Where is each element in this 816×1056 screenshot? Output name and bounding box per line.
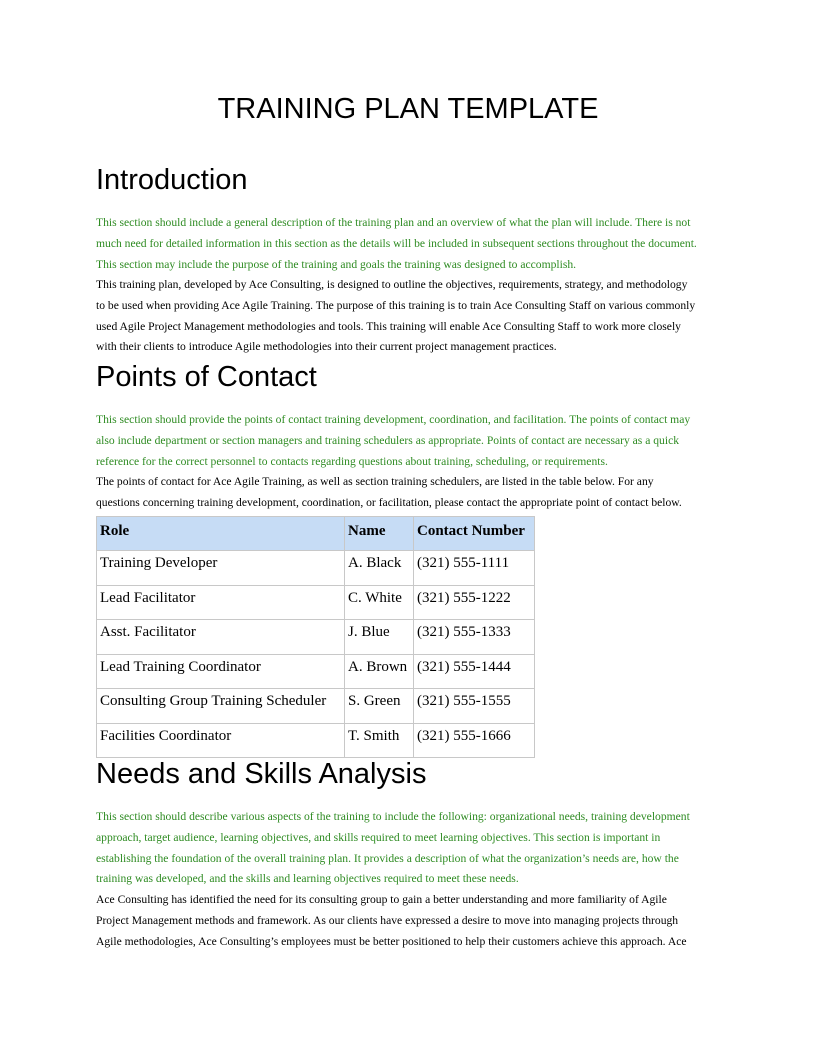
- text-line: establishing the foundation of the overall training plan. It provides a description of what the organization’s needs are, how the: [96, 851, 679, 865]
- text-line: with their clients to introduce Agile methodologies into their current project management practices.: [96, 340, 557, 354]
- text-line: The points of contact for Ace Agile Training, as well as section training schedulers, are listed in the table below. For any: [96, 475, 654, 488]
- phone-cell: (321) 555-1555: [414, 689, 535, 724]
- needs-analysis-body: [96, 890, 720, 952]
- role-cell: Facilities Coordinator: [97, 723, 345, 758]
- section-heading-introduction: Introduction: [96, 164, 248, 196]
- text-line: This section should include a general description of the training plan and an overview of what the plan will include. There is not: [96, 216, 691, 229]
- role-cell: Lead Training Coordinator: [97, 654, 345, 689]
- text-line: This section should provide the points of contact training development, coordination, and facilitation. The points of contact may: [96, 413, 691, 426]
- name-cell: T. Smith: [345, 723, 414, 758]
- name-cell: A. Black: [345, 551, 414, 586]
- role-cell: Consulting Group Training Scheduler: [97, 689, 345, 724]
- name-cell: C. White: [345, 585, 414, 620]
- table-header-row: [97, 517, 535, 551]
- points-of-contact-guidance: [96, 410, 720, 472]
- text-line: much need for detailed information in this section as the details will be included in subsequent sections throughout the document.: [96, 236, 697, 250]
- text-line: This training plan, developed by Ace Consulting, is designed to outline the objectives, requirements, strategy, and methodology: [96, 278, 688, 291]
- table-row: [97, 689, 535, 724]
- text-line: also include department or section managers and training schedulers as appropriate. Points of contact are necessary as a quick: [96, 433, 680, 447]
- contacts-table: [96, 516, 535, 758]
- text-line: This section should describe various aspects of the training to include the following: organizational needs, training development: [96, 810, 690, 823]
- text-line: reference for the correct personnel to contacts regarding questions about training, scheduling, or requirements.: [96, 454, 608, 468]
- points-of-contact-body: [96, 472, 720, 514]
- role-cell: Training Developer: [97, 551, 345, 586]
- text-line: approach, target audience, learning objectives, and skills required to meet learning objectives. This section is important in: [96, 830, 661, 844]
- introduction-body: [96, 275, 720, 358]
- text-line: Ace Consulting has identified the need for its consulting group to gain a better understanding and more familiarity of Agile: [96, 893, 667, 906]
- table-row: [97, 620, 535, 655]
- section-heading-needs-and-skills-analysis: Needs and Skills Analysis: [96, 758, 427, 790]
- table-row: [97, 585, 535, 620]
- needs-analysis-guidance: [96, 807, 720, 890]
- phone-cell: (321) 555-1111: [414, 551, 535, 586]
- table-row: [97, 551, 535, 586]
- text-line: to be used when providing Ace Agile Training. The purpose of this training is to train Ace Consulting Staff on various commonly: [96, 298, 696, 312]
- text-line: training was developed, and the skills and learning objectives required to meet these needs.: [96, 872, 519, 886]
- column-header-contact-number: Contact Number: [414, 517, 535, 551]
- introduction-guidance: [96, 213, 720, 275]
- name-cell: S. Green: [345, 689, 414, 724]
- phone-cell: (321) 555-1666: [414, 723, 535, 758]
- role-cell: Asst. Facilitator: [97, 620, 345, 655]
- section-heading-points-of-contact: Points of Contact: [96, 361, 317, 393]
- text-line: used Agile Project Management methodologies and tools. This training will enable Ace Consulting Staff to work more closely: [96, 319, 681, 333]
- column-header-name: Name: [345, 517, 414, 551]
- table-row: [97, 654, 535, 689]
- text-line: questions concerning training development, coordination, or facilitation, please contact the appropriate point of contact below.: [96, 495, 682, 509]
- text-line: This section may include the purpose of the training and goals the training was designed to accomplish.: [96, 257, 577, 271]
- text-line: Project Management methods and framework. As our clients have expressed a desire to move into managing projects through: [96, 913, 679, 927]
- table-row: [97, 723, 535, 758]
- phone-cell: (321) 555-1333: [414, 620, 535, 655]
- text-line: Agile methodologies, Ace Consulting’s employees must be better positioned to help their customers achieve this approach. Ace: [96, 934, 687, 948]
- role-cell: Lead Facilitator: [97, 585, 345, 620]
- document-title: TRAINING PLAN TEMPLATE: [217, 93, 599, 125]
- name-cell: A. Brown: [345, 654, 414, 689]
- name-cell: J. Blue: [345, 620, 414, 655]
- column-header-role: Role: [97, 517, 345, 551]
- phone-cell: (321) 555-1444: [414, 654, 535, 689]
- phone-cell: (321) 555-1222: [414, 585, 535, 620]
